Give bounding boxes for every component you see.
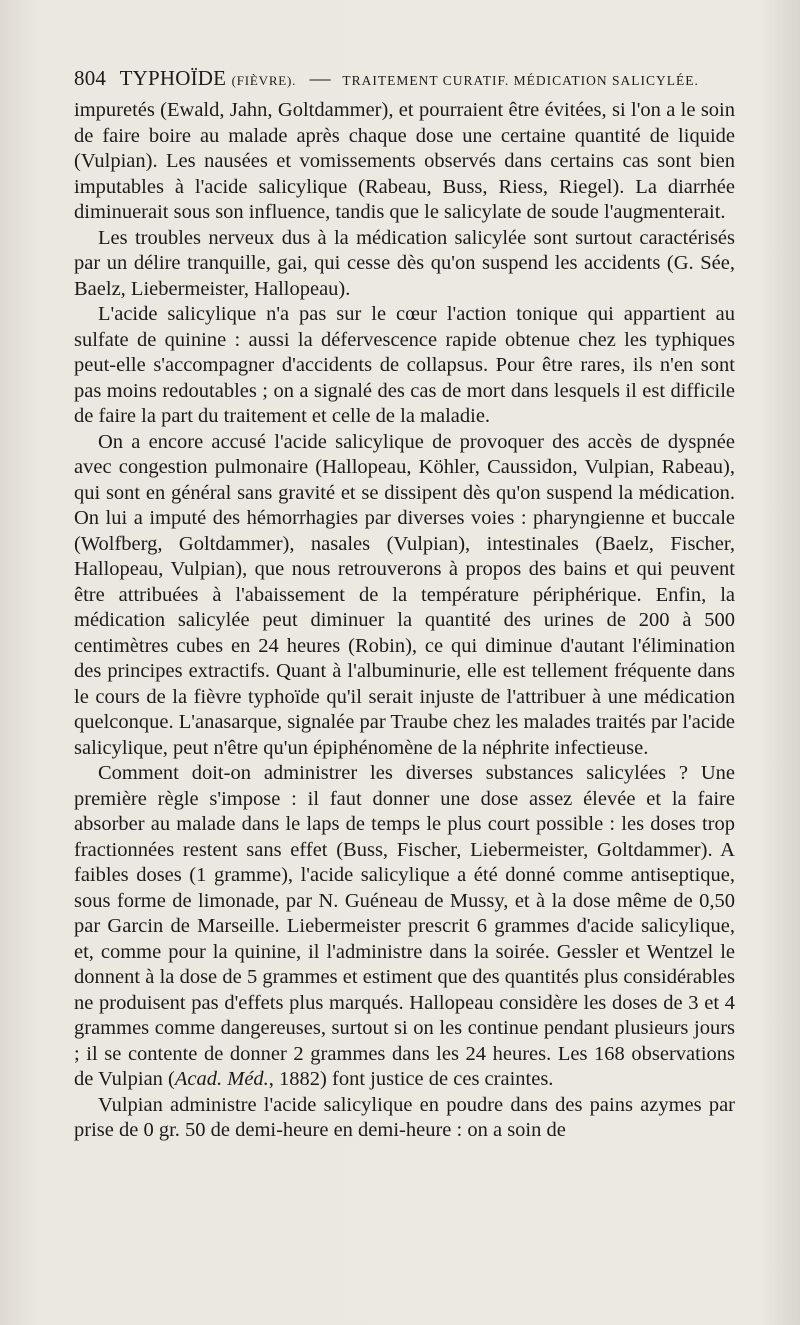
- running-title: TYPHOÏDE: [119, 66, 227, 90]
- citation-journal: Acad. Méd.: [174, 1068, 269, 1090]
- chapter-title: TRAITEMENT CURATIF. MÉDICATION SALICYLÉE.: [342, 73, 699, 88]
- paragraph-5-text: Comment doit-on administrer les diverses substances salicylées ? Une première règle s'impose : il faut donner une dose assez élevée et la faire absorber au malade dans le laps de temps le plus court possible : les doses trop fractionnées restent sans effet (Buss, Fischer, Liebermeister, Goltdammer). A faibles doses (1 gramme), l'acide salicylique a été donné comme antiseptique, sous forme de limonade, par N. Guéneau de Mussy, et à la dose même de 0,50 par Garcin de Marseille. Liebermeister prescrit 6 grammes d'acide salicylique, et, comme pour la quinine, il l'administre dans la soirée. Gessler et Wentzel le donnent à la dose de 5 grammes et estiment que des quantités plus considérables ne produisent pas d'effets plus marqués. Hallopeau considère les doses de 3 et 4 grammes comme dangereuses, surtout si on les continue pendant plusieurs jours ; il se contente de donner 2 grammes dans les 24 heures. Les 168 observations de Vulpian (: [74, 762, 735, 1090]
- running-header: [74, 66, 734, 91]
- header-separator: —: [309, 66, 331, 90]
- paragraph-4: On a encore accusé l'acide salicylique de provoquer des accès de dyspnée avec congestion pulmonaire (Hallopeau, Köhler, Caussidon, Vulpian, Rabeau), qui sont en général sans gravité et se dissipent dès qu'on suspend la médication. On lui a imputé des hémorrhagies par diverses voies : pharyngienne et buccale (Wolfberg, Goltdammer), nasales (Vulpian), intestinales (Baelz, Fischer, Hallopeau, Vulpian), que nous retrouverons à propos des bains et qui peuvent être attribuées à l'abaissement de la température périphérique. Enfin, la médication salicylée peut diminuer la quantité des urines de 200 à 500 centimètres cubes en 24 heures (Robin), ce qui diminue d'autant l'élimination des principes extractifs. Quant à l'albuminurie, elle est tellement fréquente dans le cours de la fièvre typhoïde qu'il serait injuste de l'attribuer à une médication quelconque. L'anasarque, signalée par Traube chez les malades traités par l'acide salicylique, peut n'être qu'un épiphénomène de la néphrite infectieuse.: [74, 430, 735, 759]
- paragraph-5: [74, 761, 735, 1093]
- section-parenthetical: (FIÈVRE).: [231, 73, 297, 88]
- paragraph-5-end: , 1882) font justice de ces craintes.: [268, 1068, 554, 1090]
- paragraph-6: Vulpian administre l'acide salicylique en poudre dans des pains azymes par prise de 0 gr. 50 de demi-heure en demi-heure : on a soin de: [74, 1093, 735, 1141]
- paragraph-1: impuretés (Ewald, Jahn, Goltdammer), et pourraient être évitées, si l'on a le soin de faire boire au malade après chaque dose une certaine quantité de liquide (Vulpian). Les nausées et vomissements observés dans certains cas sont bien imputables à l'acide salicylique (Rabeau, Buss, Riess, Riegel). La diarrhée diminuerait sous son influence, tandis que le salicylate de soude l'augmenterait.: [74, 99, 735, 223]
- paragraph-3: L'acide salicylique n'a pas sur le cœur l'action tonique qui appartient au sulfate de quinine : aussi la défervescence rapide obtenue chez les typhiques peut-elle s'accompagner d'accidents de collapsus. Pour être rares, ils n'en sont pas moins redoutables ; on a signalé des cas de mort dans lesquels il est difficile de faire la part du traitement et celle de la maladie.: [74, 303, 735, 427]
- paragraph-2: Les troubles nerveux dus à la médication salicylée sont surtout caractérisés par un délire tranquille, gai, qui cesse dès qu'on suspend les accidents (G. Sée, Baelz, Liebermeister, Hallopeau).: [74, 226, 735, 300]
- page-number: 804: [74, 66, 107, 90]
- body-text: [74, 98, 735, 1144]
